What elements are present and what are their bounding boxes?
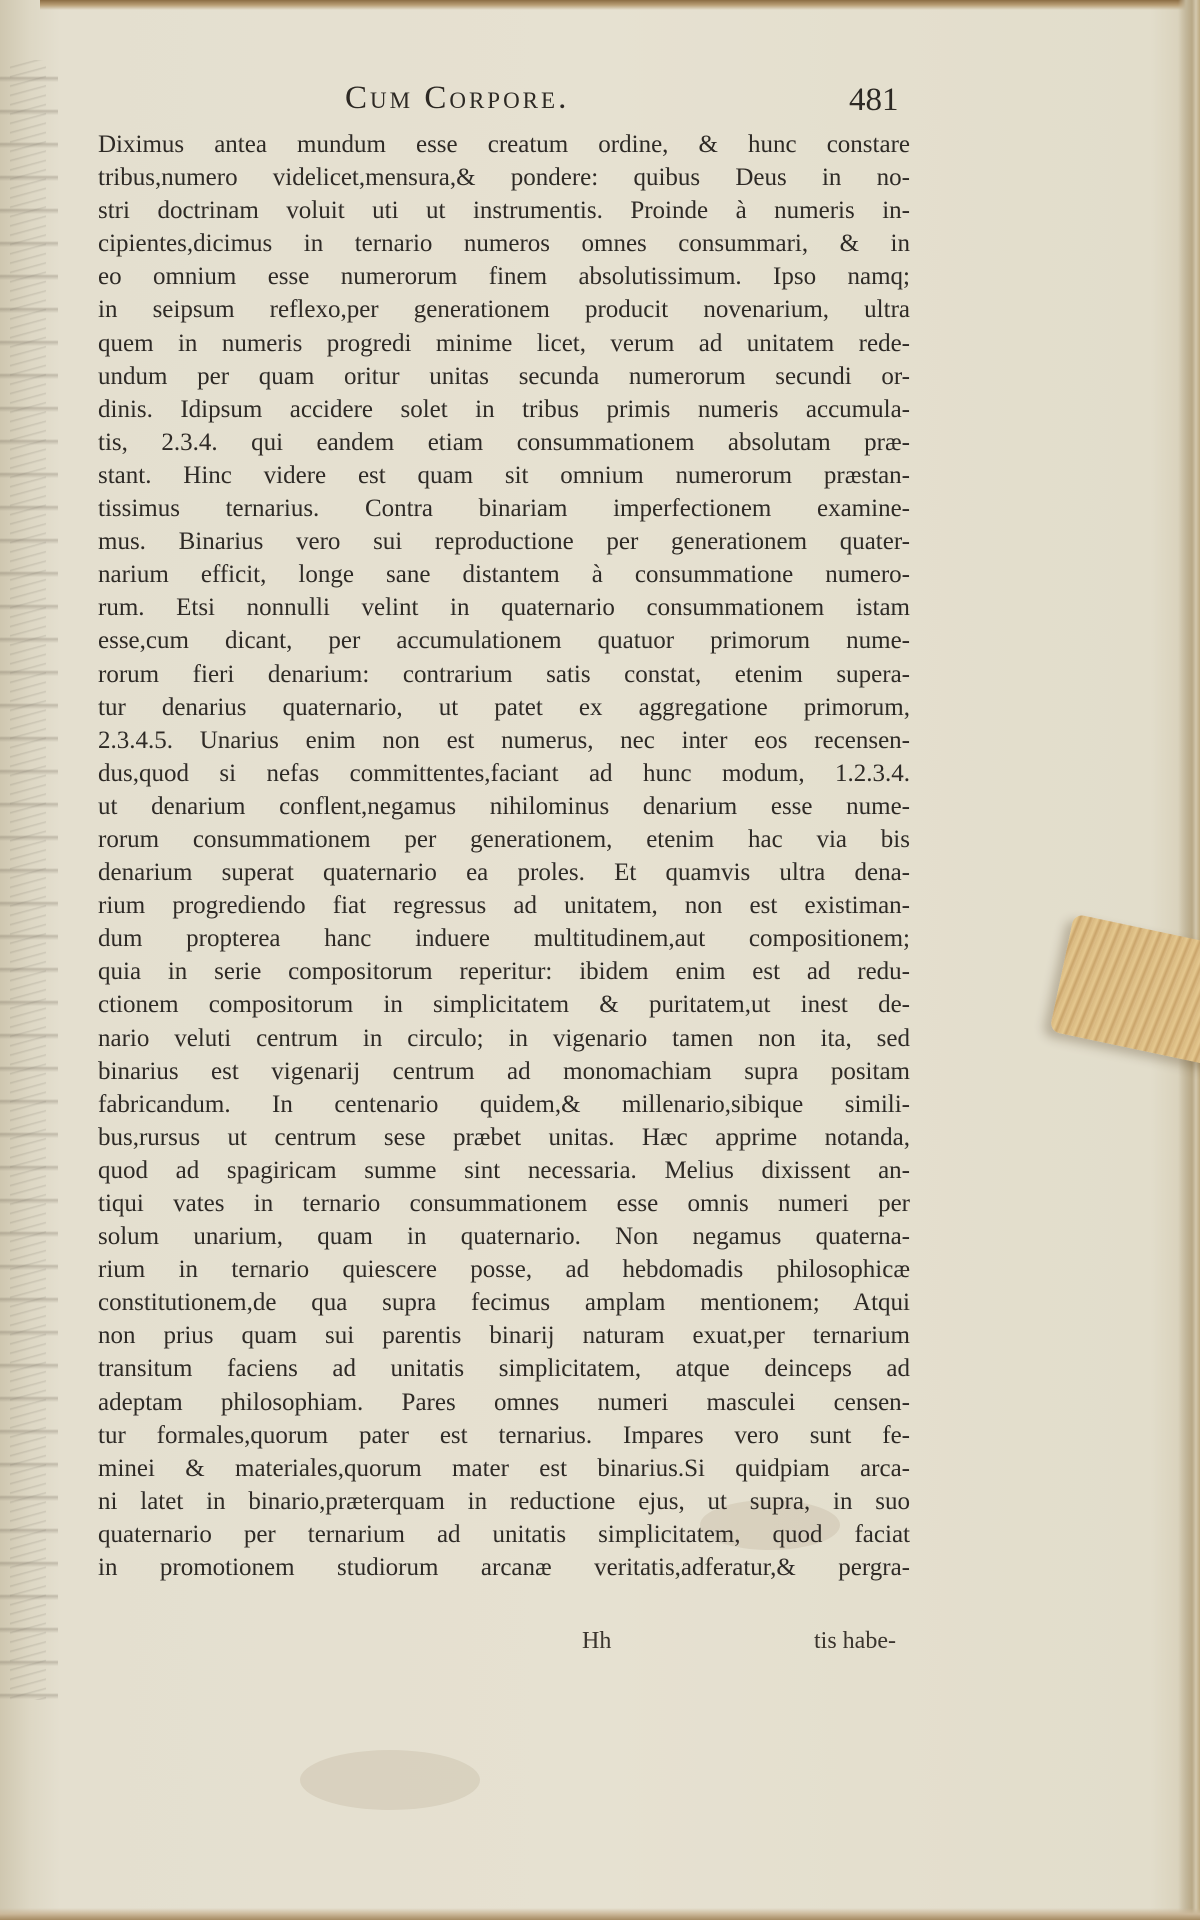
text-line: quaternario per ternarium ad unitatis simplicitatem, quod faciat [98, 1520, 910, 1548]
text-line: ut denarium conflent,negamus nihilominus denarium esse nume- [98, 792, 910, 820]
text-line: solum unarium, quam in quaternario. Non negamus quaterna- [98, 1223, 910, 1251]
text-line: stant. Hinc videre est quam sit omnium numerorum præstan- [98, 461, 910, 489]
text-line: minei & materiales,quorum mater est binarius.Si quidpiam arca- [98, 1454, 910, 1482]
text-line: bus,rursus ut centrum sese præbet unitas. Hæc apprime notanda, [98, 1123, 910, 1151]
text-line: tiqui vates in ternario consummationem esse omnis numeri per [98, 1190, 910, 1217]
text-line: narium efficit, longe sane distantem à consummatione numero- [98, 561, 910, 589]
gutter-show-through [0, 60, 58, 1700]
footer-line [0, 1628, 1200, 1662]
text-line: in seipsum reflexo,per generationem producit novenarium, ultra [98, 296, 910, 324]
text-line: tis, 2.3.4. qui eandem etiam consummationem absolutam præ- [98, 428, 910, 456]
text-line: dum propterea hanc induere multitudinem,aut compositionem; [98, 925, 910, 953]
text-line: cipientes,dicimus in ternario numeros omnes consummari, & in [98, 230, 910, 258]
running-head [0, 78, 1200, 128]
text-line: undum per quam oritur unitas secunda numerorum secundi or- [98, 362, 910, 390]
text-line: Diximus antea mundum esse creatum ordine, & hunc constare [98, 131, 910, 158]
signature-mark: Hh [582, 1628, 612, 1654]
running-head-title: Cum Corpore. [345, 80, 570, 116]
text-line: rum. Etsi nonnulli velint in quaternario consummationem istam [98, 594, 910, 622]
text-line: ni latet in binario,præterquam in reductione ejus, ut supra, in suo [98, 1487, 910, 1515]
text-line: eo omnium esse numerorum finem absolutissimum. Ipso namq; [98, 263, 910, 291]
text-line: in promotionem studiorum arcanæ veritatis,adferatur,& pergra- [98, 1554, 910, 1582]
text-line: dinis. Idipsum accidere solet in tribus primis numeris accumula- [98, 395, 910, 423]
text-line: mus. Binarius vero sui reproductione per generationem quater- [98, 528, 910, 556]
text-line: rium in ternario quiescere posse, ad hebdomadis philosophicæ [98, 1256, 910, 1284]
text-line: tur denarius quaternario, ut patet ex aggregatione primorum, [98, 693, 910, 721]
text-line: rorum consummationem per generationem, etenim hac via bis [98, 825, 910, 853]
text-line: dus,quod si nefas committentes,faciant ad hunc modum, 1.2.3.4. [98, 759, 910, 787]
catchword: tis habe- [814, 1628, 896, 1654]
text-line: ctionem compositorum in simplicitatem & puritatem,ut inest de- [98, 991, 910, 1019]
text-line: stri doctrinam voluit uti ut instrumentis. Proinde à numeris in- [98, 197, 910, 225]
text-line: rium progrediendo fiat regressus ad unitatem, non est existiman- [98, 892, 910, 920]
text-line: non prius quam sui parentis binarij naturam exuat,per ternarium [98, 1322, 910, 1350]
text-line: quod ad spagiricam summe sint necessaria. Melius dixissent an- [98, 1156, 910, 1184]
text-line: binarius est vigenarij centrum ad monomachiam supra positam [98, 1057, 910, 1085]
wooden-bookmark [1049, 914, 1200, 1067]
body-text [98, 128, 910, 1584]
text-line: tur formales,quorum pater est ternarius. Impares vero sunt fe- [98, 1421, 910, 1449]
text-line: quem in numeris progredi minime licet, verum ad unitatem rede- [98, 329, 910, 357]
text-line: rorum fieri denarium: contrarium satis constat, etenim supera- [98, 660, 910, 688]
text-line: 2.3.4.5. Unarius enim non est numerus, nec inter eos recensen- [98, 726, 910, 754]
text-line: adeptam philosophiam. Pares omnes numeri masculei censen- [98, 1388, 910, 1416]
text-line: tribus,numero videlicet,mensura,& pondere: quibus Deus in no- [98, 164, 910, 192]
page-bottom-edge [0, 1908, 1200, 1920]
text-line: nario veluti centrum in circulo; in vigenario tamen non ita, sed [98, 1024, 910, 1052]
page-number: 481 [849, 82, 899, 118]
text-line: fabricandum. In centenario quidem,& millenario,sibique simili- [98, 1090, 910, 1118]
text-line: quia in serie compositorum reperitur: ibidem enim est ad redu- [98, 958, 910, 986]
paper-stain [300, 1750, 480, 1810]
text-line: denarium superat quaternario ea proles. Et quamvis ultra dena- [98, 859, 910, 887]
text-line: constitutionem,de qua supra fecimus amplam mentionem; Atqui [98, 1289, 910, 1317]
text-line: transitum faciens ad unitatis simplicitatem, atque deinceps ad [98, 1355, 910, 1383]
text-line: esse,cum dicant, per accumulationem quatuor primorum nume- [98, 627, 910, 655]
page-top-edge [40, 0, 1200, 10]
text-line: tissimus ternarius. Contra binariam imperfectionem examine- [98, 495, 910, 523]
